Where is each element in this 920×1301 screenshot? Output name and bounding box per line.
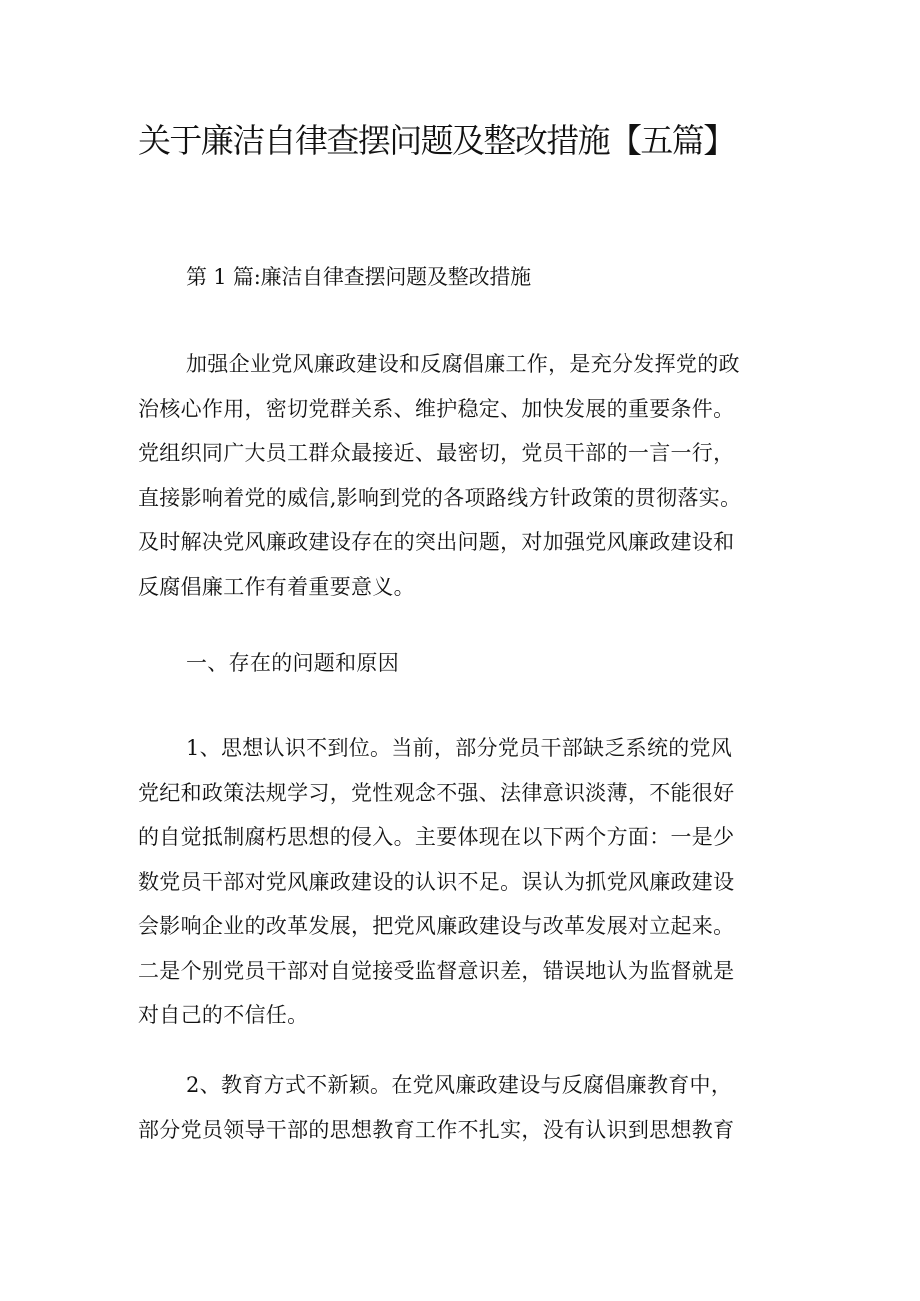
point-2-paragraph (138, 1063, 802, 1152)
document-title: 关于廉洁自律查摆问题及整改措施【五篇】 (138, 121, 735, 160)
paragraph-line: 二是个别党员干部对自觉接受监督意识差，错误地认为监督就是 (138, 958, 735, 983)
section-heading: 一、存在的问题和原因 (186, 651, 399, 675)
paragraph-line: 对自己的不信任。 (138, 1003, 309, 1027)
paragraph-line: 数党员干部对党风廉政建设的认识不足。误认为抓党风廉政建设 (138, 869, 735, 894)
intro-paragraph (138, 342, 802, 609)
paragraph-line: 治核心作用，密切党群关系、维护稳定、加快发展的重要条件。 (138, 396, 735, 421)
paragraph-line: 2、教育方式不新颖。在党风廉政建设与反腐倡廉教育中， (186, 1073, 733, 1097)
section-title: 第 1 篇:廉洁自律查摆问题及整改措施 (186, 265, 531, 289)
paragraph-line: 党纪和政策法规学习，党性观念不强、法律意识淡薄，不能很好 (138, 780, 735, 805)
paragraph-line: 的自觉抵制腐朽思想的侵入。主要体现在以下两个方面：一是少 (138, 825, 735, 849)
point-1-paragraph (138, 726, 802, 1038)
paragraph-line: 反腐倡廉工作有着重要意义。 (138, 574, 415, 599)
paragraph-line: 加强企业党风廉政建设和反腐倡廉工作，是充分发挥党的政 (186, 352, 740, 376)
paragraph-line: 部分党员领导干部的思想教育工作不扎实，没有认识到思想教育 (138, 1117, 735, 1142)
paragraph-line: 及时解决党风廉政建设存在的突出问题，对加强党风廉政建设和 (138, 530, 735, 554)
paragraph-line: 会影响企业的改革发展，把党风廉政建设与改革发展对立起来。 (138, 914, 735, 938)
paragraph-line: 直接影响着党的威信,影响到党的各项路线方针政策的贯彻落实。 (138, 485, 742, 510)
paragraph-line: 1、思想认识不到位。当前，部分党员干部缺乏系统的党风 (186, 736, 733, 760)
paragraph-line: 党组织同广大员工群众最接近、最密切，党员干部的一言一行， (138, 441, 735, 465)
